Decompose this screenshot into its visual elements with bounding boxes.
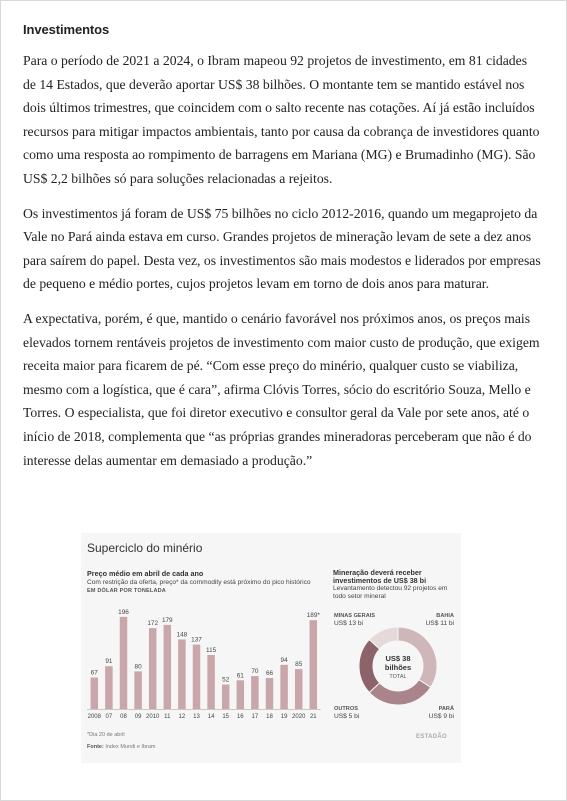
source-line — [87, 744, 155, 750]
publisher-logo: ESTADÃO — [416, 734, 447, 740]
bar-value-label: 137 — [191, 636, 202, 644]
x-tick-label: 2010 — [146, 714, 160, 720]
bar-value-label: 148 — [176, 631, 188, 639]
bar-16 — [237, 680, 245, 709]
bar-12 — [178, 639, 186, 709]
bar-11 — [164, 625, 172, 709]
donut-slice-value: US$ 9 bi — [428, 713, 454, 720]
bar-2008 — [91, 678, 99, 709]
x-tick-label: 16 — [236, 714, 244, 720]
bar-2010 — [149, 628, 157, 709]
x-tick-label: 13 — [193, 714, 200, 720]
bar-value-label: 91 — [105, 658, 113, 666]
donut-chart-title: Mineração deverá receber investimentos de US$ 38 bi — [333, 568, 427, 585]
infographic-title: Superciclo do minério — [87, 541, 203, 555]
bar-chart-description: Com restrição da oferta, preço* da commodity está próximo do pico histórico — [87, 579, 311, 586]
bar-15 — [222, 685, 230, 709]
donut-slice-value: US$ 13 bi — [334, 620, 363, 627]
bar-value-label: 61 — [236, 672, 244, 680]
section-heading: Investimentos — [23, 22, 110, 37]
x-tick-label: 2008 — [87, 714, 101, 720]
x-tick-label: 18 — [266, 714, 273, 720]
donut-slice-name: OUTROS — [334, 706, 358, 712]
bar-value-label: 196 — [118, 608, 129, 616]
bar-07 — [105, 666, 113, 709]
bar-value-label: 66 — [265, 669, 274, 677]
donut-chart-description: Levantamento detectou 92 projetos em todo setor mineral — [333, 585, 448, 600]
x-tick-label: 11 — [164, 714, 171, 720]
x-tick-label: 12 — [178, 714, 186, 720]
donut-chart — [326, 533, 461, 728]
bar-value-label: 94 — [280, 656, 288, 664]
bar-chart-title: Preço médio em abril de cada ano — [87, 569, 204, 578]
bar-value-label: 80 — [134, 663, 142, 671]
infographic — [81, 533, 461, 763]
bar-13 — [193, 645, 201, 709]
bar-chart-unit: EM DÓLAR POR TONELADA — [87, 588, 166, 594]
bar-value-label: 52 — [222, 676, 230, 684]
x-tick-label: 15 — [222, 714, 230, 720]
bar-21 — [310, 620, 318, 709]
x-tick-label: 08 — [120, 714, 127, 720]
article-body — [23, 22, 543, 483]
donut-slice-name: BAHIA — [436, 613, 454, 619]
donut-center-total: TOTAL — [389, 674, 407, 680]
x-tick-label: 2020 — [292, 714, 306, 720]
bar-chart — [81, 533, 331, 728]
bar-14 — [207, 655, 215, 709]
bar-2020 — [295, 669, 303, 709]
bar-value-label: 179 — [161, 616, 173, 624]
donut-slice-value: US$ 5 bi — [334, 713, 360, 720]
bar-value-label: 67 — [90, 669, 98, 677]
donut-slice-name: MINAS GERAIS — [334, 613, 376, 619]
bar-value-label: 115 — [206, 646, 217, 654]
donut-slice — [359, 640, 380, 693]
paragraph-2: Os investimentos já foram de US$ 75 bilhões no ciclo 2012-2016, quando um megaprojeto da Vale no Pará ainda estava em curso. Grandes projetos de mineração levam de sete a dez anos para saírem do papel. Desta vez, os investimentos são mais modestos e liderados por empresas de pequeno e médio portes, cujos projetos levam em torno de dois anos para maturar. — [23, 205, 541, 292]
x-tick-label: 14 — [207, 714, 215, 720]
source-text: Index Mundi e Ibram — [105, 744, 156, 750]
donut-center-unit: bilhões — [384, 663, 412, 672]
bar-value-label: 172 — [147, 620, 159, 628]
bar-08 — [120, 617, 128, 709]
source-label: Fonte: — [87, 744, 104, 750]
x-tick-label: 19 — [280, 714, 288, 720]
bar-19 — [280, 665, 288, 709]
x-tick-label: 07 — [105, 714, 113, 720]
donut-slice-name: PARÁ — [438, 706, 454, 712]
footnote: *Dia 20 de abril — [87, 732, 125, 738]
bar-value-label: 85 — [295, 661, 303, 669]
x-tick-label: 21 — [309, 714, 317, 720]
x-tick-label: 09 — [134, 714, 142, 720]
bar-value-label: 70 — [251, 668, 259, 676]
paragraph-3: A expectativa, porém, é que, mantido o cenário favorável nos próximos anos, os preços mais elevados tornem rentáveis projetos de investimento com maior custo de produção, que exigem receita maior para ficarem de pé. “Com esse preço do minério, qualquer custo se viabiliza, mesmo com a logística, que é cara”, afirma Clóvis Torres, sócio do escritório Souza, Mello e Torres. O especialista, que foi diretor executivo e consultor geral da Vale por sete anos, até o início de 2018, complementa que “as próprias grandes mineradoras perceberam que não é do interesse delas aumentar em demasiado a produção.” — [23, 310, 540, 468]
bar-value-label: 189* — [306, 612, 320, 620]
bar-17 — [251, 676, 259, 709]
donut-center-value: US$ 38 — [385, 654, 411, 663]
paragraph-1: Para o período de 2021 a 2024, o Ibram mapeou 92 projetos de investimento, em 81 cidades de 14 Estados, que deverão aportar US$ 38 bilhões. O montante tem se mantido estável nos dois últimos trimestres, que coincidem com o salto recente nas cotações. Aí já estão incluídos recursos para mitigar impactos ambientais, tanto por causa da cobrança de investidores quanto como uma resposta ao rompimento de barragens em Mariana (MG) e Brumadinho (MG). São US$ 2,2 bilhões só para soluções relacionadas a rejeitos. — [23, 53, 540, 186]
x-tick-label: 17 — [251, 714, 259, 720]
bar-09 — [134, 671, 142, 709]
donut-slice-value: US$ 11 bi — [425, 620, 454, 627]
bar-18 — [266, 678, 274, 709]
